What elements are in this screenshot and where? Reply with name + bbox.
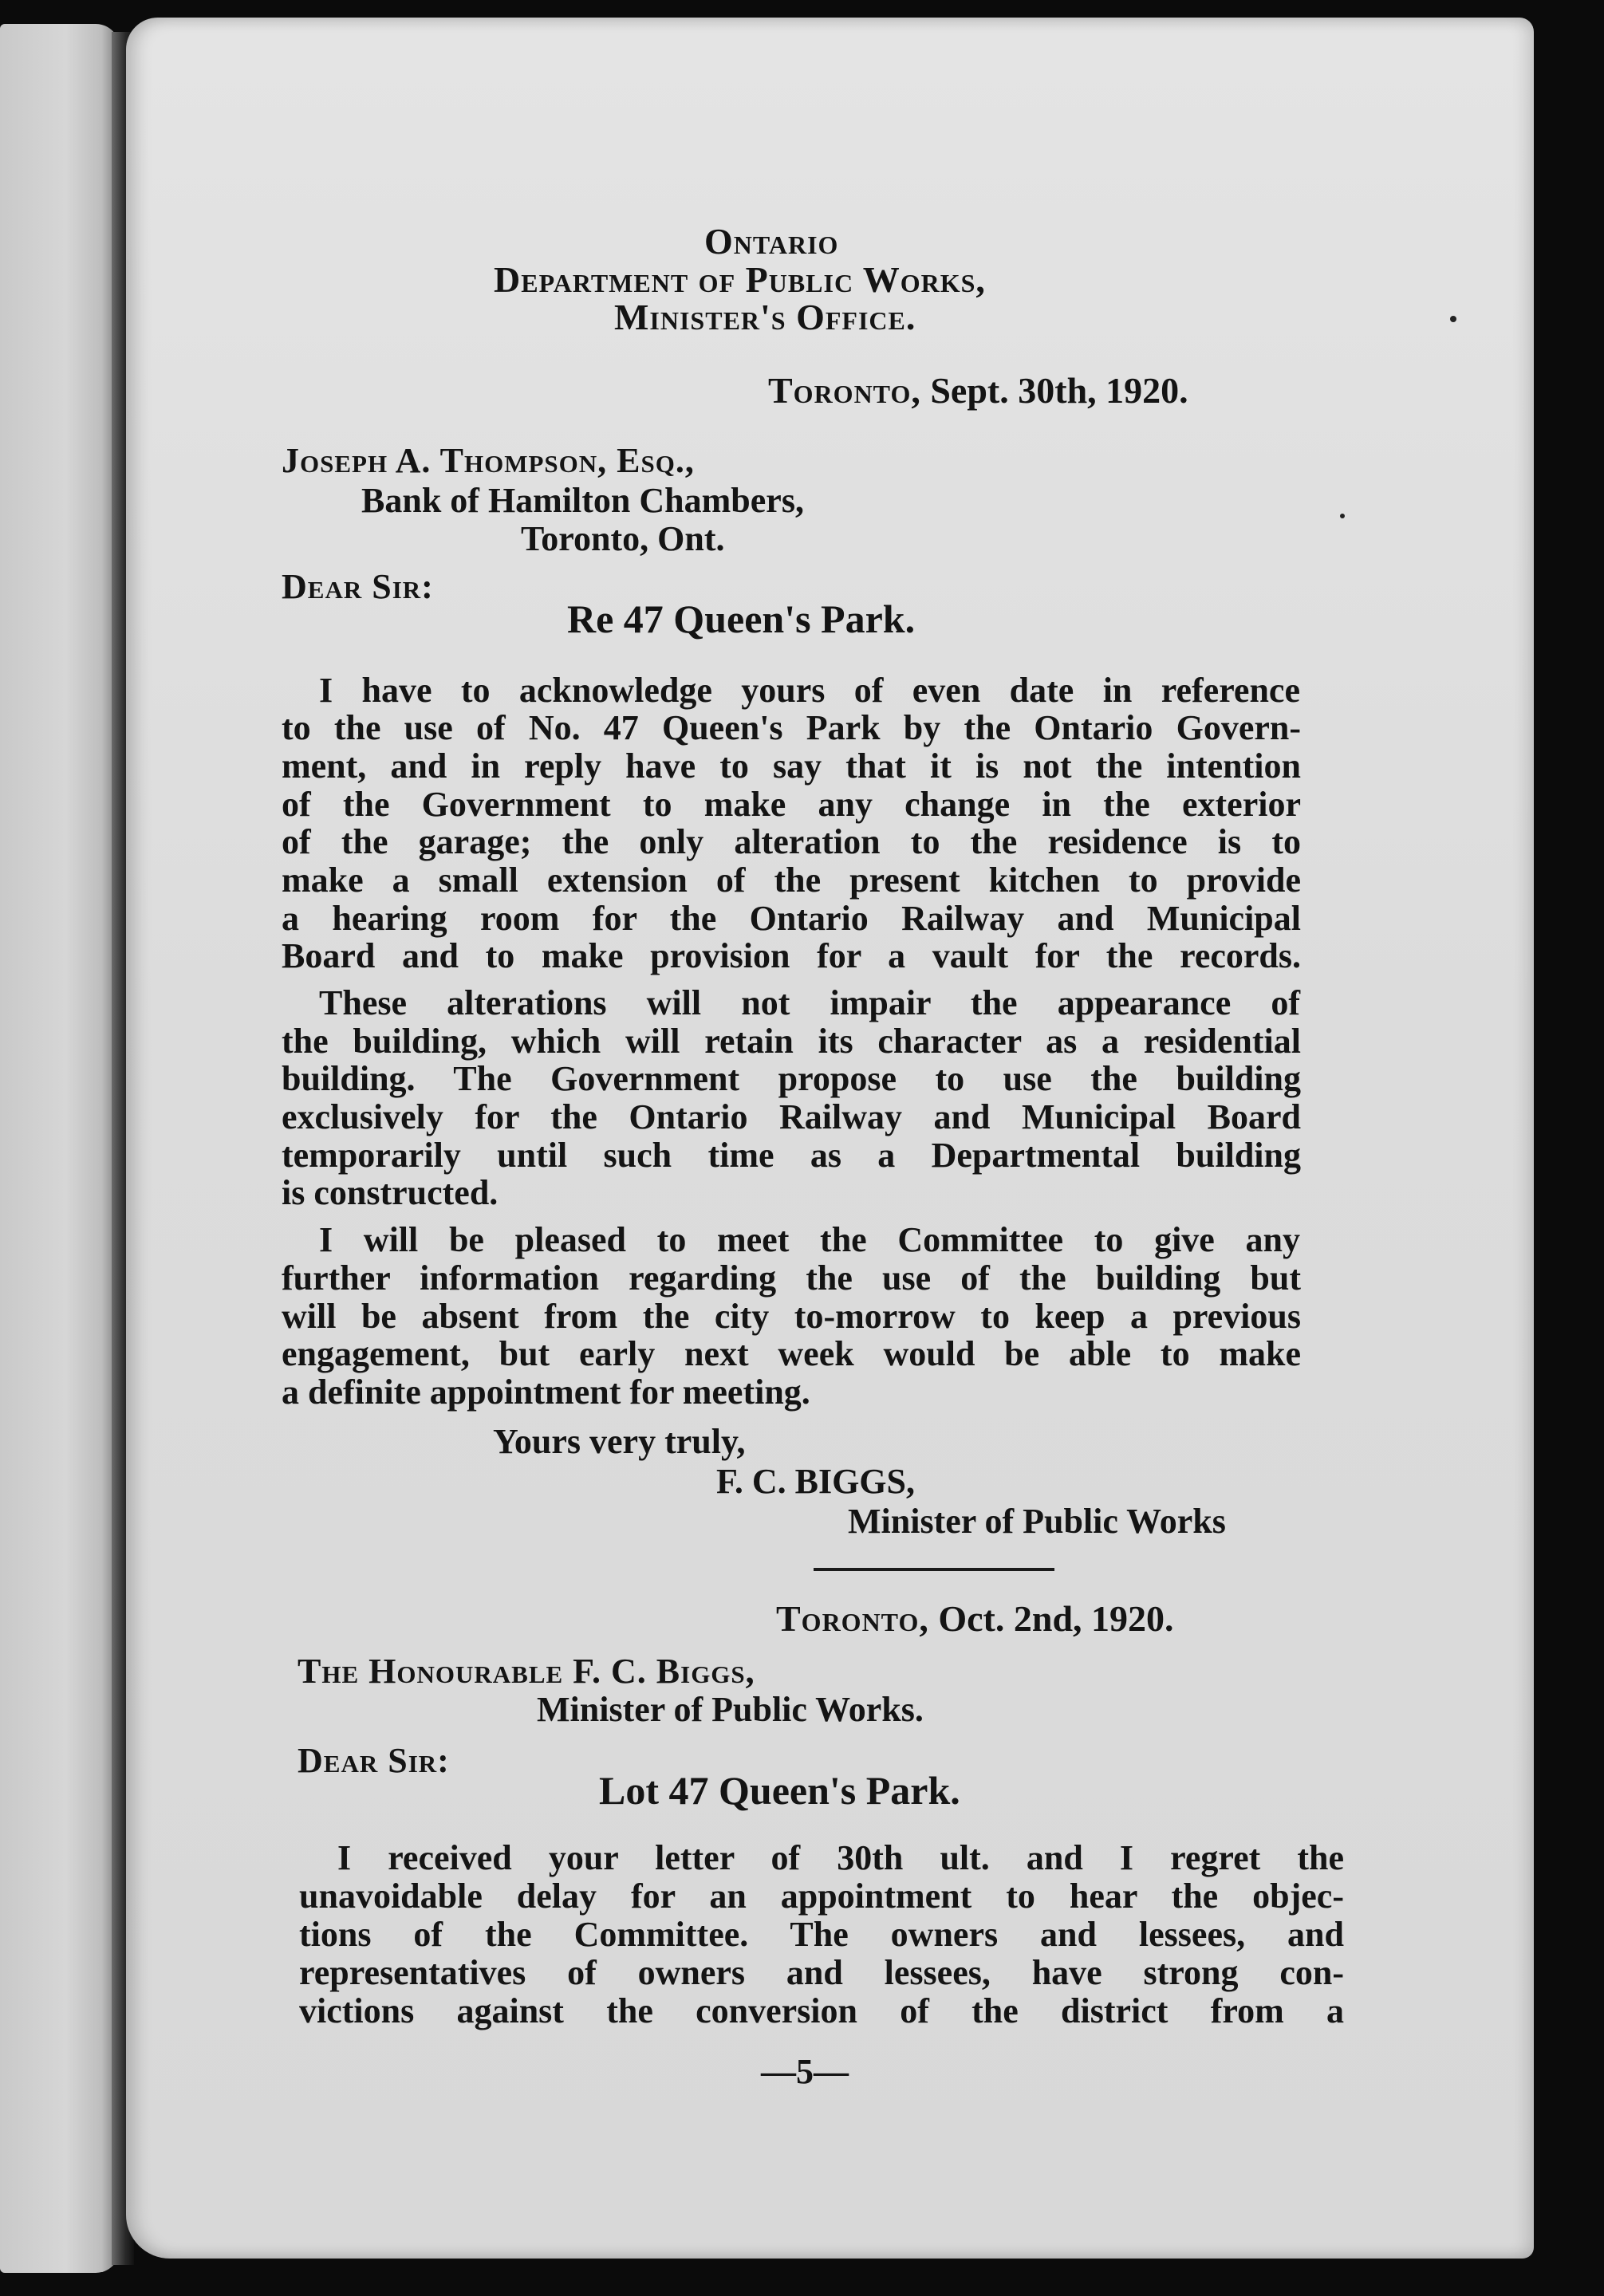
letter2-subject: Lot 47 Queen's Park. bbox=[599, 1768, 960, 1813]
letter2-p1-line: unavoidable delay for an appointment to hear the objec- bbox=[299, 1877, 1344, 1916]
letter1-date: Sept. 30th, 1920. bbox=[930, 370, 1188, 411]
letter-separator-rule bbox=[814, 1568, 1054, 1571]
letter1-p3-line: further information regarding the use of the building but bbox=[282, 1258, 1301, 1298]
letter1-p1-line: I have to acknowledge yours of even date in reference bbox=[319, 671, 1300, 710]
letter2-salutation: Dear Sir: bbox=[298, 1741, 450, 1780]
letter1-p3-line: I will be pleased to meet the Committee to give any bbox=[319, 1220, 1300, 1259]
letter1-p2-line: the building, which will retain its character as a residential bbox=[282, 1022, 1301, 1061]
page-number: —5— bbox=[761, 2052, 849, 2091]
letter2-place: Toronto, bbox=[776, 1598, 929, 1639]
letter1-p1-line: of the garage; the only alteration to the residence is to bbox=[282, 822, 1301, 861]
letter1-p1-line: to the use of No. 47 Queen's Park by the Ontario Govern- bbox=[282, 708, 1301, 747]
letterhead-province: Ontario bbox=[704, 221, 839, 262]
letterhead-office: Minister's Office. bbox=[614, 297, 916, 337]
letter1-recipient-address-1: Bank of Hamilton Chambers, bbox=[361, 481, 804, 520]
facing-page-edge bbox=[0, 24, 120, 2273]
letter1-p2-line: is constructed. bbox=[282, 1173, 499, 1212]
paper-speck bbox=[1450, 316, 1456, 322]
letter2-date: Oct. 2nd, 1920. bbox=[938, 1598, 1174, 1639]
letter1-p3-line: a definite appointment for meeting. bbox=[282, 1372, 810, 1412]
letter1-p1-line: Board and to make provision for a vault for the records. bbox=[282, 936, 1301, 975]
letter1-p1-line: of the Government to make any change in the exterior bbox=[282, 785, 1301, 824]
letter2-p1-line: I received your letter of 30th ult. and I regret the bbox=[337, 1838, 1344, 1877]
letter1-salutation: Dear Sir: bbox=[282, 567, 434, 606]
letter2-recipient-title: Minister of Public Works. bbox=[537, 1690, 924, 1729]
letter1-recipient-address-2: Toronto, Ont. bbox=[521, 519, 725, 558]
letter2-dateline bbox=[776, 1598, 1174, 1640]
letter1-p2-line: exclusively for the Ontario Railway and Municipal Board bbox=[282, 1097, 1301, 1136]
letter1-p3-line: engagement, but early next week would be able to make bbox=[282, 1334, 1301, 1373]
letter1-p1-line: ment, and in reply have to say that it is not the intention bbox=[282, 746, 1301, 786]
letter2-p1-line: victions against the conversion of the district from a bbox=[299, 1991, 1344, 2030]
letter1-p2-line: temporarily until such time as a Departmental building bbox=[282, 1136, 1301, 1175]
letter1-place: Toronto, bbox=[768, 370, 921, 411]
letter1-signer: F. C. BIGGS, bbox=[716, 1462, 916, 1501]
letter2-recipient-name: The Honourable F. C. Biggs, bbox=[298, 1652, 755, 1691]
letterhead-department: Department of Public Works, bbox=[494, 259, 986, 300]
letter1-subject: Re 47 Queen's Park. bbox=[567, 597, 916, 641]
letter2-p1-line: tions of the Committee. The owners and lessees, and bbox=[299, 1915, 1344, 1954]
letter1-p3-line: will be absent from the city to-morrow to keep a previous bbox=[282, 1297, 1301, 1336]
paper-speck bbox=[1340, 514, 1345, 518]
letter1-closing: Yours very truly, bbox=[493, 1422, 746, 1461]
letter1-p2-line: These alterations will not impair the appearance of bbox=[319, 983, 1300, 1022]
letter2-p1-line: representatives of owners and lessees, have strong con- bbox=[299, 1953, 1344, 1992]
letter1-p2-line: building. The Government propose to use the building bbox=[282, 1059, 1301, 1098]
letter1-p1-line: make a small extension of the present kitchen to provide bbox=[282, 861, 1301, 900]
letter1-recipient-name: Joseph A. Thompson, Esq., bbox=[282, 441, 695, 480]
document-page bbox=[126, 18, 1534, 2259]
letter1-p1-line: a hearing room for the Ontario Railway and Municipal bbox=[282, 899, 1301, 938]
letter1-dateline bbox=[768, 370, 1188, 412]
letter1-signer-title: Minister of Public Works bbox=[848, 1502, 1226, 1541]
